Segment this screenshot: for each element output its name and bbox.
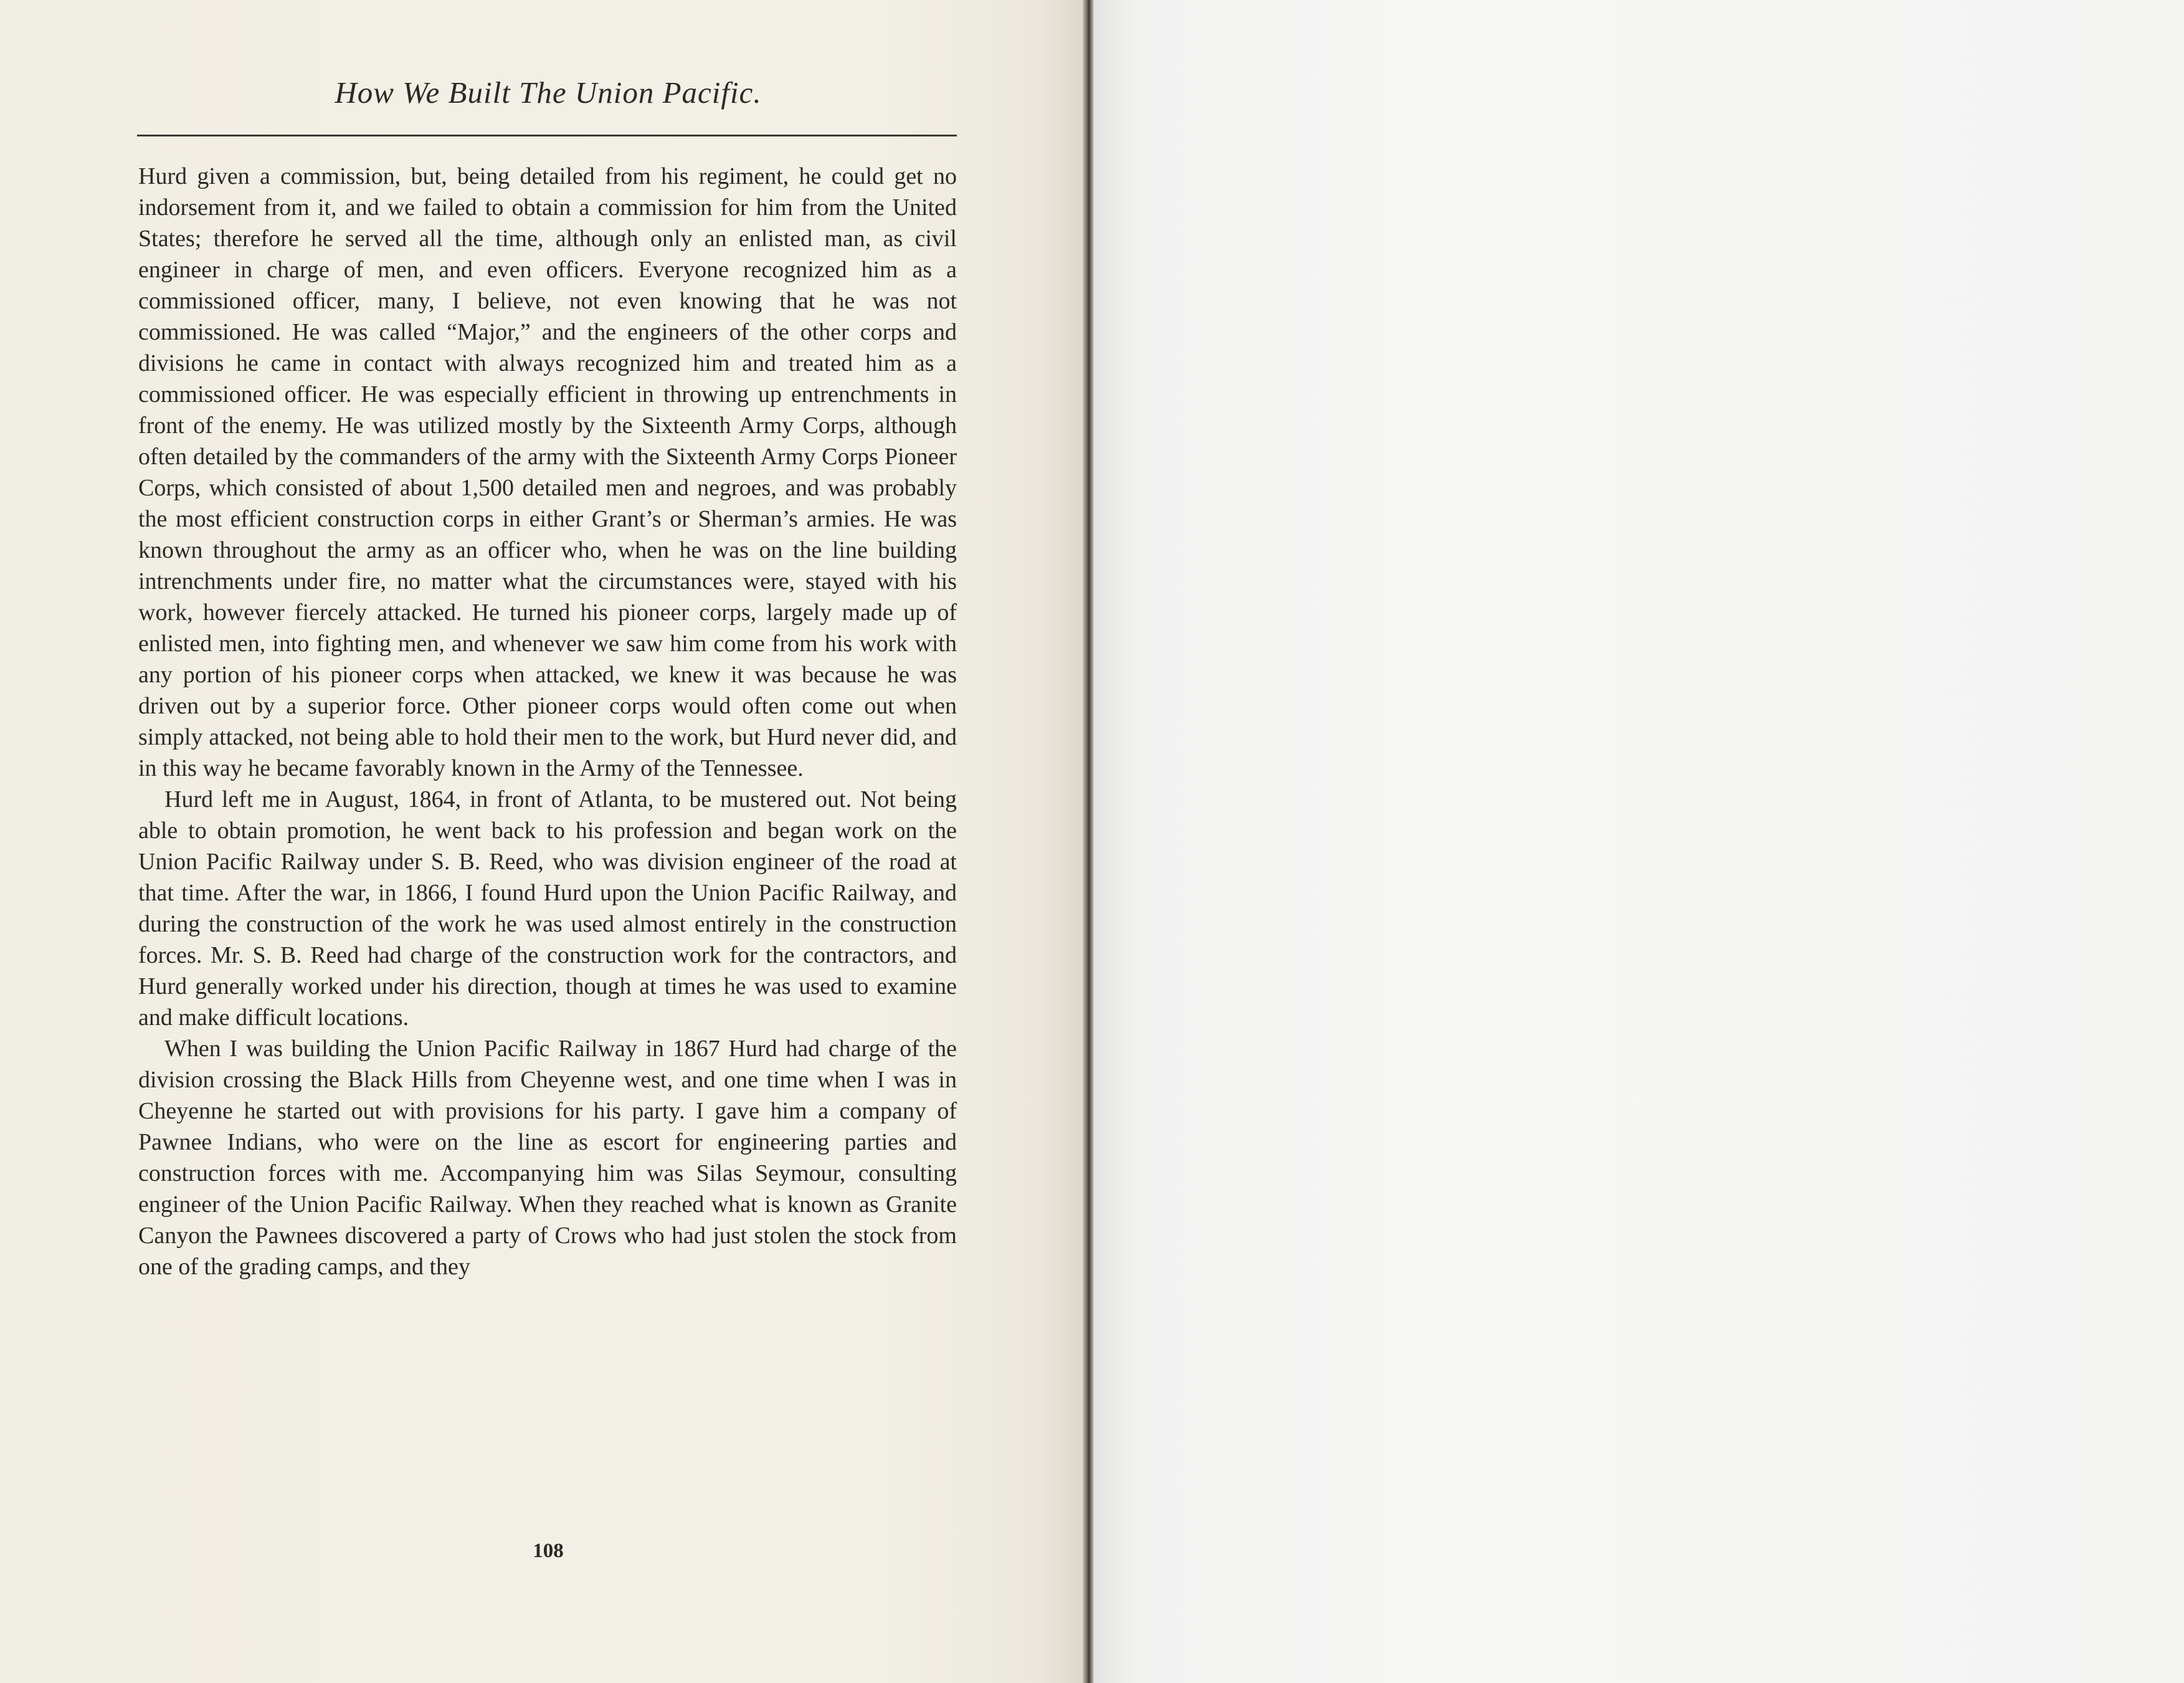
paragraph-3: When I was building the Union Pacific Railway in 1867 Hurd had charge of the division crossing the Black Hills from Cheyenne west, and one time when I was in Cheyenne he started out with provisions for his party. I gave him a company of Pawnee Indians, who were on the line as escort for engineering parties and construction forces with me. Accompanying him was Silas Seymour, consulting engineer of the Union Pacific Railway. When they reached what is known as Granite Canyon the Pawnees discovered a party of Crows who had just stolen the stock from one of the grading camps, and they: [138, 1036, 957, 1280]
paragraph-1: Hurd given a commission, but, being detailed from his regiment, he could get no indorsement from it, and we failed to obtain a commission for him from the United States; therefore he served all the time, although only an enlisted man, as civil engineer in charge of men, and even officers. Everyone recognized him as a commissioned officer, many, I believe, not even knowing that he was not commissioned. He was called “Major,” and the engineers of the other corps and divisions he came in contact with always recognized him and treated him as a commissioned officer. He was especially efficient in throwing up entrenchments in front of the enemy. He was utilized mostly by the Sixteenth Army Corps, although often detailed by the commanders of the army with the Sixteenth Army Corps Pioneer Corps, which consisted of about 1,500 detailed men and negroes, and was probably the most efficient construction corps in either Grant’s or Sherman’s armies. He was known throughout the army as an officer who, when he was on the line building intrenchments under fire, no matter what the circumstances were, stayed with his work, however fiercely attacked. He turned his pioneer corps, largely made up of enlisted men, into fighting men, and whenever we saw him come from his work with any portion of his pioneer corps when attacked, we knew it was because he was driven out by a superior force. Other pioneer corps would often come out when simply attacked, not being able to hold their men to the work, but Hurd never did, and in this way he became favorably known in the Army of the Tennessee.: [138, 163, 957, 781]
header-rule: [137, 135, 957, 136]
paragraph-2: Hurd left me in August, 1864, in front of Atlanta, to be mustered out. Not being able to obtain promotion, he went back to his profession and began work on the Union Pacific Railway under S. B. Reed, who was division engineer of the road at that time. After the war, in 1866, I found Hurd upon the Union Pacific Railway, and during the construction of the work he was used almost entirely in the construction forces. Mr. S. B. Reed had charge of the construction work for the contractors, and Hurd generally worked under his direction, though at times he was used to examine and make difficult locations.: [138, 786, 957, 1031]
body-text: [138, 161, 957, 1282]
right-page-blank: [1094, 0, 2184, 1683]
left-page: [0, 0, 1083, 1683]
running-head: How We Built The Union Pacific.: [335, 75, 762, 110]
book-gutter: [1083, 0, 1094, 1683]
page-number: 108: [533, 1540, 564, 1562]
